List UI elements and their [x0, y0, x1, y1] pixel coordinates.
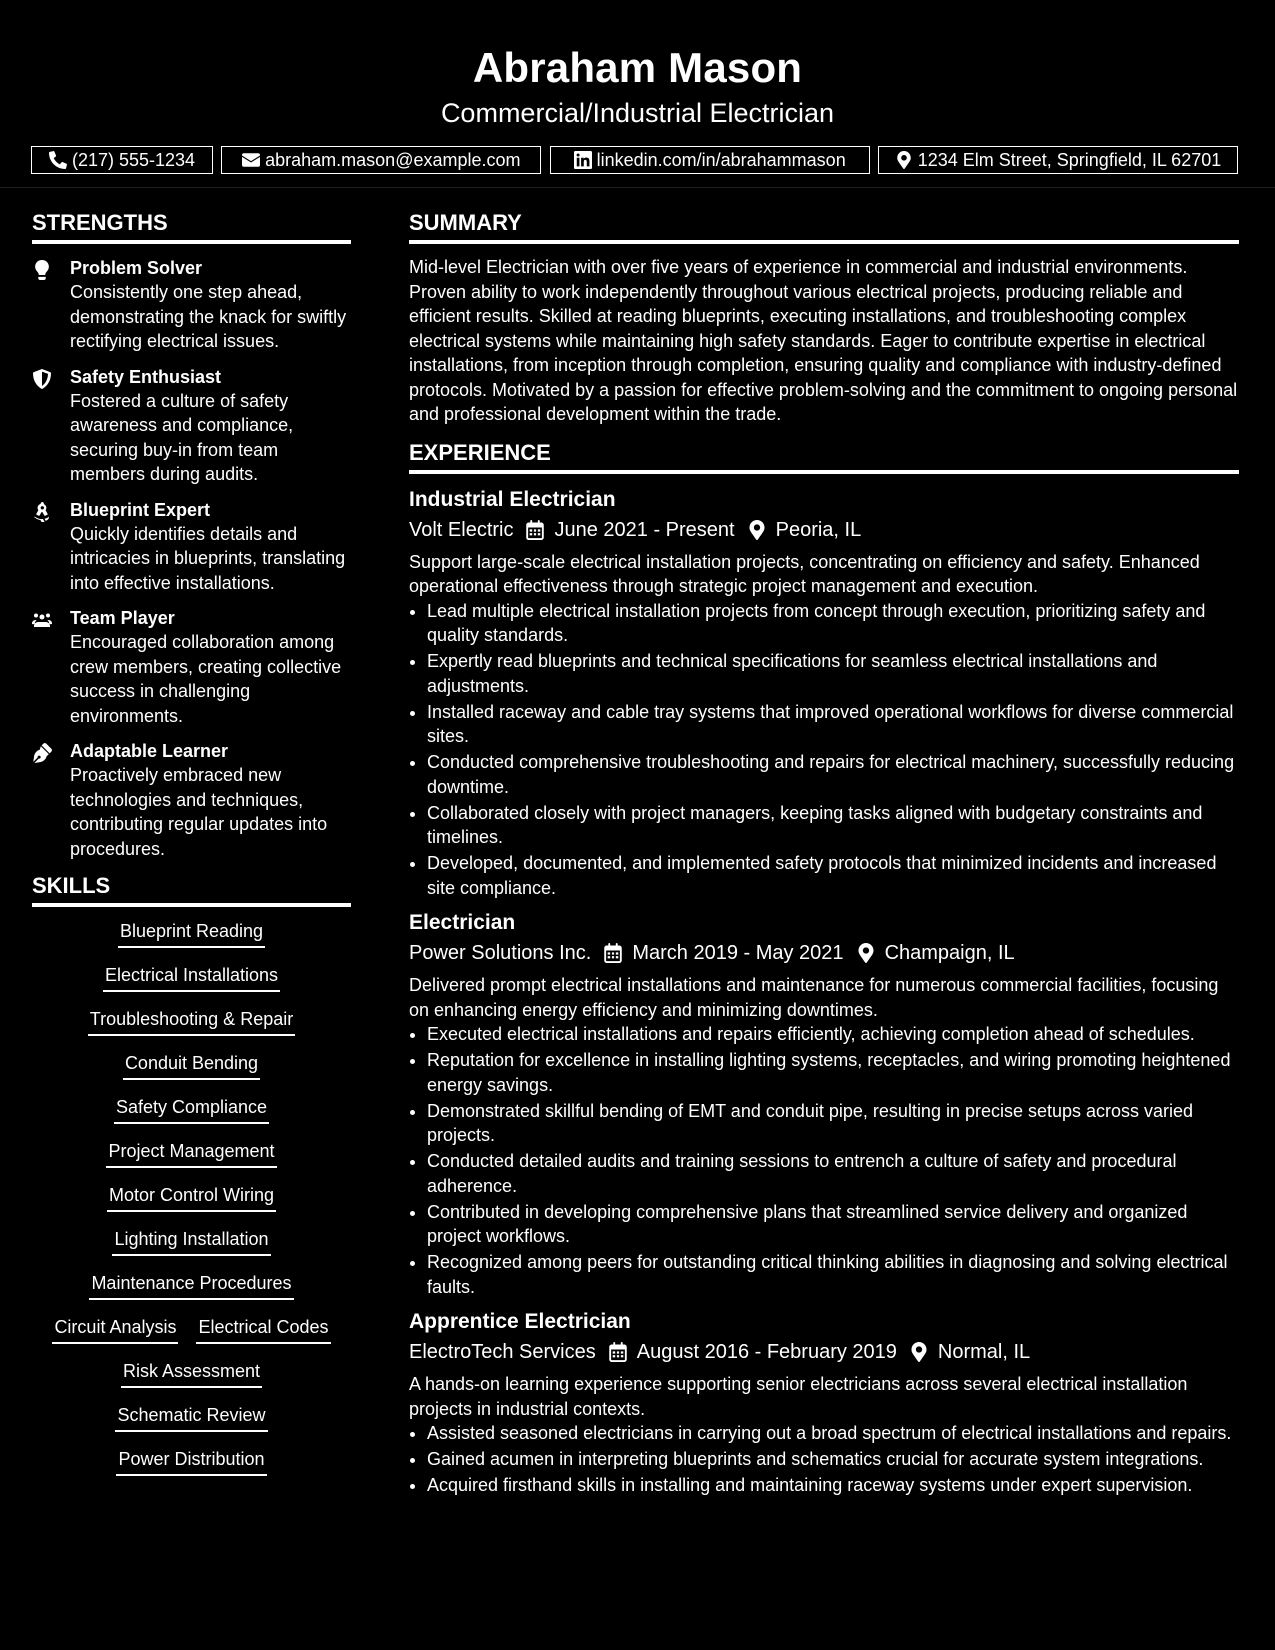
job-location: Normal, IL [937, 1341, 1031, 1363]
strength-desc: Quickly identifies details and intricacies in blueprints, translating into effective installations. [70, 523, 346, 593]
job-dates: March 2019 - May 2021 [632, 942, 844, 964]
strength-desc: Consistently one step ahead, demonstrating the knack for swiftly rectifying electrical issues. [70, 282, 347, 351]
calendar-icon [603, 943, 623, 963]
job-bullet: • Demonstrated skillful bending of EMT and conduit pipe, resulting in precise setups across varied projects. [427, 1099, 1239, 1148]
left-column [32, 209, 351, 1507]
job-meta [409, 516, 1239, 544]
job-location: Champaign, IL [884, 942, 1015, 964]
envelope-icon [242, 151, 260, 169]
summary-text: Mid-level Electrician with over five years of experience in commercial and industrial environments. Proven ability to work independently throughout various electrical projects, producing reliable and efficient results. Skilled at reading blueprints, executing installations, and troubleshooting complex electrical systems while maintaining high safety standards. Eager to contribute expertise in electrical installations, from inception through completion, ensuring quality and compliance with industry-defined protocols. Motivated by a passion for effective problem-solving and the commitment to ongoing personal and professional development within the trade. [409, 257, 1238, 424]
job-description: Delivered prompt electrical installations and maintenance for numerous commercial facilities, focusing on enhancing energy efficiency and minimizing downtimes. [409, 975, 1219, 1020]
job-meta [409, 1338, 1239, 1366]
right-column [409, 209, 1239, 1507]
lightbulb-icon [32, 260, 52, 280]
strength-desc: Encouraged collaboration among crew members, creating collective success in challenging environments. [70, 632, 342, 726]
calendar-icon [608, 1342, 628, 1362]
contact-email[interactable] [221, 146, 541, 174]
skills-heading: SKILLS [32, 872, 351, 907]
job-bullet: • Collaborated closely with project managers, keeping tasks aligned with budgetary constraints and timelines. [427, 801, 1239, 850]
job-company: Volt Electric [409, 518, 514, 541]
job-dates: June 2021 - Present [554, 518, 735, 541]
contact-linkedin[interactable] [550, 146, 870, 174]
skills-list [32, 919, 351, 1491]
skill-tag: Schematic Review [115, 1403, 267, 1432]
job-title: Industrial Electrician [409, 487, 616, 511]
skill-tag: Maintenance Procedures [89, 1271, 293, 1300]
job-meta [409, 939, 1239, 967]
strength-title: Problem Solver [70, 258, 203, 278]
strength-desc: Fostered a culture of safety awareness and compliance, securing buy-in from team members during audits. [70, 390, 294, 484]
contact-phone-text: (217) 555-1234 [71, 149, 196, 170]
phone-icon [49, 151, 67, 169]
compass-drafting-icon [32, 502, 52, 522]
job-bullet: • Conducted detailed audits and training sessions to entrench a culture of safety and procedural adherence. [427, 1149, 1239, 1198]
strength-item [32, 498, 351, 596]
candidate-title: Commercial/Industrial Electrician [440, 98, 835, 128]
strength-item [32, 256, 351, 354]
contact-bar [31, 146, 1238, 174]
resume-header [0, 0, 1275, 174]
contact-email-text: abraham.mason@example.com [265, 149, 521, 170]
skill-tag: Electrical Installations [103, 963, 280, 992]
job-entry [409, 909, 1239, 1299]
job-bullet: • Recognized among peers for outstanding critical thinking abilities in diagnosing and solving electrical faults. [427, 1250, 1239, 1299]
candidate-name: Abraham Mason [472, 44, 803, 91]
skill-tag: Blueprint Reading [118, 919, 265, 948]
job-bullet: • Contributed in developing comprehensive plans that streamlined service delivery and organized project workflows. [427, 1200, 1239, 1249]
job-bullet: • Reputation for excellence in installing lighting systems, receptacles, and wiring promoting heightened energy savings. [427, 1048, 1239, 1097]
job-bullets [409, 1421, 1239, 1498]
skill-tag: Conduit Bending [123, 1051, 260, 1080]
strength-title: Team Player [70, 608, 175, 628]
skill-tag: Motor Control Wiring [107, 1183, 276, 1212]
job-bullets [409, 1022, 1239, 1299]
skill-tag: Risk Assessment [121, 1359, 262, 1388]
job-bullet: • Expertly read blueprints and technical specifications for seamless electrical installations and adjustments. [427, 649, 1239, 698]
map-marker-icon [895, 151, 913, 169]
skill-tag: Electrical Codes [196, 1315, 330, 1344]
map-marker-icon [909, 1342, 929, 1362]
skill-tag: Project Management [106, 1139, 276, 1168]
resume-body [0, 188, 1275, 1507]
contact-address [878, 146, 1238, 174]
strengths-list [32, 256, 351, 861]
strength-item [32, 739, 351, 861]
job-bullet: • Executed electrical installations and repairs efficiently, achieving completion ahead of schedules. [427, 1022, 1239, 1047]
pen-nib-icon [32, 743, 52, 763]
skill-tag: Lighting Installation [112, 1227, 270, 1256]
strength-item [32, 606, 351, 728]
skill-tag: Power Distribution [116, 1447, 266, 1476]
contact-address-text: 1234 Elm Street, Springfield, IL 62701 [917, 149, 1222, 170]
job-entry [409, 1308, 1239, 1498]
summary-heading: SUMMARY [409, 209, 1239, 244]
job-bullet: • Gained acumen in interpreting blueprints and schematics crucial for accurate system integrations. [427, 1447, 1239, 1472]
map-marker-icon [747, 520, 767, 540]
job-title: Apprentice Electrician [409, 1310, 631, 1333]
linkedin-icon [574, 151, 592, 169]
job-description: A hands-on learning experience supporting senior electricians across several electrical installation projects in industrial contexts. [409, 1374, 1188, 1419]
job-bullet: • Lead multiple electrical installation projects from concept through execution, prioritizing safety and quality standards. [427, 599, 1239, 648]
job-bullet: • Developed, documented, and implemented safety protocols that minimized incidents and increased site compliance. [427, 851, 1239, 900]
strength-title: Blueprint Expert [70, 499, 211, 520]
strength-desc: Proactively embraced new technologies and techniques, contributing regular updates into procedures. [70, 765, 328, 859]
map-marker-icon [856, 943, 876, 963]
skill-tag: Safety Compliance [114, 1095, 269, 1124]
job-company: ElectroTech Services [409, 1341, 596, 1363]
job-dates: August 2016 - February 2019 [636, 1341, 897, 1363]
skill-tag: Circuit Analysis [52, 1315, 178, 1344]
users-icon [32, 610, 52, 630]
job-description: Support large-scale electrical installation projects, concentrating on efficiency and safety. Enhanced operational effectiveness through strategic project management and execution. [409, 551, 1200, 596]
job-entry [409, 486, 1239, 901]
experience-heading: EXPERIENCE [409, 439, 1239, 474]
job-location: Peoria, IL [775, 518, 862, 541]
strength-title: Safety Enthusiast [70, 366, 222, 387]
strength-item [32, 365, 351, 487]
job-bullet: • Installed raceway and cable tray systems that improved operational workflows for diverse commercial sites. [427, 700, 1239, 749]
skill-tag: Troubleshooting & Repair [88, 1007, 295, 1036]
job-bullet: • Assisted seasoned electricians in carrying out a broad spectrum of electrical installations and repairs. [427, 1421, 1239, 1446]
job-bullet: • Acquired firsthand skills in installing and maintaining raceway systems under expert supervision. [427, 1473, 1239, 1498]
strength-title: Adaptable Learner [70, 741, 229, 761]
job-bullet: • Conducted comprehensive troubleshooting and repairs for electrical machinery, successfully reducing downtime. [427, 750, 1239, 799]
shield-icon [32, 369, 52, 389]
contact-phone[interactable] [31, 146, 213, 174]
job-bullets [409, 599, 1239, 901]
contact-linkedin-text: linkedin.com/in/abrahammason [596, 149, 846, 170]
job-company: Power Solutions Inc. [409, 942, 592, 964]
strengths-heading: STRENGTHS [32, 209, 351, 244]
calendar-icon [525, 520, 545, 540]
job-title: Electrician [409, 911, 516, 934]
